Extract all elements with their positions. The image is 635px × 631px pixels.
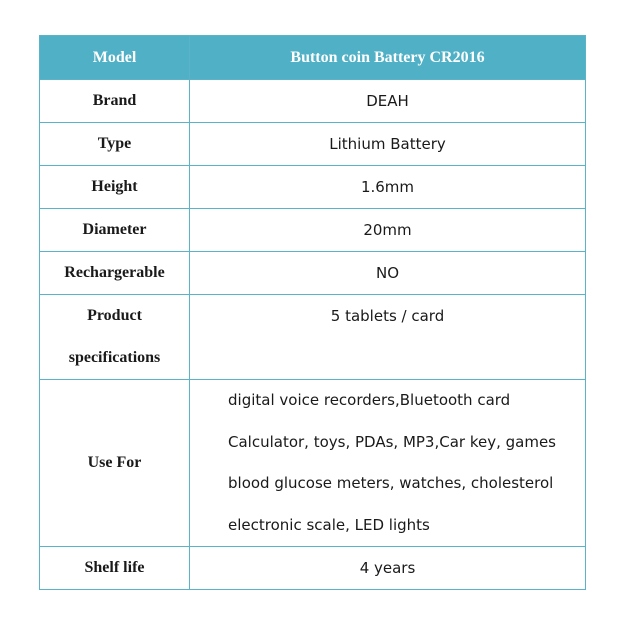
- row-key-product-line1: Product: [87, 307, 142, 324]
- spec-table: [39, 35, 586, 590]
- table-row-use-for: [40, 380, 586, 547]
- row-value-product-specifications: [190, 295, 586, 380]
- row-value-height: 1.6mm: [190, 166, 586, 209]
- row-key-height: Height: [40, 166, 190, 209]
- row-key-shelf-life: Shelf life: [40, 547, 190, 590]
- table-row-type: [40, 123, 586, 166]
- row-value-type: Lithium Battery: [190, 123, 586, 166]
- table-row-product-specifications: [40, 295, 586, 380]
- row-key-use-for: Use For: [40, 380, 190, 547]
- table-row-shelf-life: [40, 547, 586, 590]
- table-row-height: [40, 166, 586, 209]
- use-for-line: Calculator, toys, PDAs, MP3,Car key, games: [228, 432, 557, 451]
- header-key-cell: Model: [40, 36, 190, 80]
- row-key-product-specifications: [40, 295, 190, 380]
- row-value-rechargeable: NO: [190, 252, 586, 295]
- row-key-brand: Brand: [40, 80, 190, 123]
- header-value-cell: Button coin Battery CR2016: [190, 36, 586, 80]
- table-row-diameter: [40, 209, 586, 252]
- table-row-rechargeable: [40, 252, 586, 295]
- row-value-use-for: [190, 380, 586, 547]
- header-row: [40, 36, 586, 80]
- row-value-shelf-life: 4 years: [190, 547, 586, 590]
- row-value-brand: DEAH: [190, 80, 586, 123]
- row-value-diameter: 20mm: [190, 209, 586, 252]
- use-for-line: electronic scale, LED lights: [228, 515, 430, 534]
- use-for-line: digital voice recorders,Bluetooth card: [228, 391, 511, 409]
- table-row-brand: [40, 80, 586, 123]
- row-key-product-line2: specifications: [68, 349, 161, 366]
- use-for-line: blood glucose meters, watches, cholesterol: [228, 474, 554, 492]
- row-key-type: Type: [40, 123, 190, 166]
- row-key-diameter: Diameter: [40, 209, 190, 252]
- row-key-rechargeable: Rechargerable: [40, 252, 190, 295]
- row-value-product-specifications-text: 5 tablets / card: [330, 307, 445, 325]
